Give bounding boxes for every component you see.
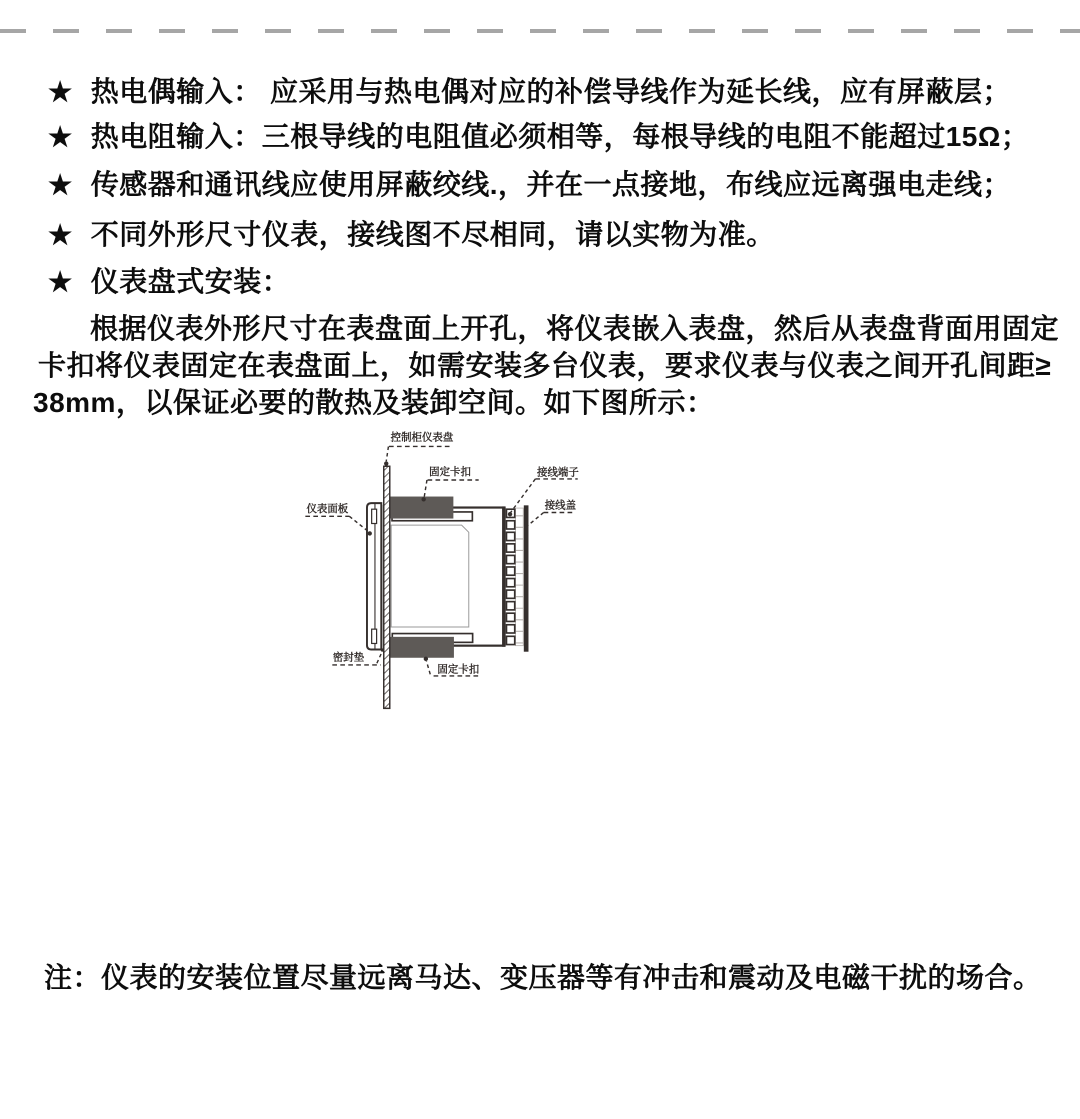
leader-dot xyxy=(421,497,425,501)
label-front-panel: 仪表面板 xyxy=(306,503,349,515)
bullet-text: 热电阻输入：三根导线的电阻值必须相等，每根导线的电阻不能超过15Ω； xyxy=(90,121,1030,152)
terminal-rail xyxy=(502,506,506,646)
instrument-body-module xyxy=(391,525,469,627)
fixing-clip-bottom xyxy=(390,637,454,658)
label-terminal: 接线端子 xyxy=(537,467,579,479)
label-wiring-cover: 接线盖 xyxy=(544,500,577,512)
bezel-latch-slot-bottom xyxy=(372,629,377,643)
star-icon: ★ xyxy=(48,220,73,250)
star-icon: ★ xyxy=(48,170,73,200)
leader-dot xyxy=(381,648,384,651)
label-cabinet-panel: 控制柜仪表盘 xyxy=(390,432,454,444)
paragraph-line: 38mm，以保证必要的散热及装卸空间。如下图所示： xyxy=(33,387,715,418)
label-leader xyxy=(349,516,368,531)
label-gasket: 密封垫 xyxy=(332,652,365,664)
star-icon: ★ xyxy=(48,77,73,107)
page-top-dashed-divider xyxy=(0,29,1080,33)
label-leader xyxy=(511,479,536,513)
wiring-cover-bar xyxy=(524,505,529,651)
note-text: 注：仪表的安装位置尽量远离马达、变压器等有冲击和震动及电磁干扰的场合。 xyxy=(44,962,1042,993)
terminal-inner-column xyxy=(516,508,524,646)
leader-dot xyxy=(384,461,388,465)
label-leader xyxy=(426,661,430,674)
bezel-latch-slot-top xyxy=(372,509,377,523)
paragraph-line: 卡扣将仪表固定在表盘面上，如需安装多台仪表，要求仪表与仪表之间开孔间距≥ xyxy=(38,350,1052,381)
label-fixing-clip-bottom: 固定卡扣 xyxy=(437,664,480,676)
fixing-clip-top xyxy=(390,497,454,519)
bullet-text: 仪表盘式安装： xyxy=(90,266,291,297)
bullet-text: 不同外形尺寸仪表，接线图不尽相同，请以实物为准。 xyxy=(90,219,775,250)
label-fixing-clip-top: 固定卡扣 xyxy=(429,467,471,479)
instrument-front-bezel xyxy=(367,503,381,649)
bullet-item xyxy=(48,169,1011,201)
paragraph-line: 根据仪表外形尺寸在表盘面上开孔，将仪表嵌入表盘，然后从表盘背面用固定 xyxy=(90,313,1060,344)
installation-diagram xyxy=(240,425,790,945)
star-icon: ★ xyxy=(48,122,73,152)
bullet-text: 传感器和通讯线应使用屏蔽绞线.，并在一点接地，布线应远离强电走线； xyxy=(90,169,1012,200)
bullet-item xyxy=(48,121,1029,153)
label-leader xyxy=(377,652,382,663)
terminal-screw-cells xyxy=(506,509,514,644)
star-icon: ★ xyxy=(48,267,73,297)
cabinet-panel-bar xyxy=(384,466,390,708)
bullet-text: 热电偶输入： 应采用与热电偶对应的补偿导线作为延长线，应有屏蔽层； xyxy=(90,76,1012,107)
leader-dot xyxy=(508,512,512,516)
bullet-item xyxy=(48,76,1011,108)
bullet-item xyxy=(48,266,290,298)
bullet-item xyxy=(48,219,775,251)
leader-dot xyxy=(424,657,428,661)
label-leader xyxy=(424,480,427,497)
label-leader xyxy=(386,446,388,461)
leader-dot xyxy=(368,531,372,535)
label-leader xyxy=(528,512,544,525)
